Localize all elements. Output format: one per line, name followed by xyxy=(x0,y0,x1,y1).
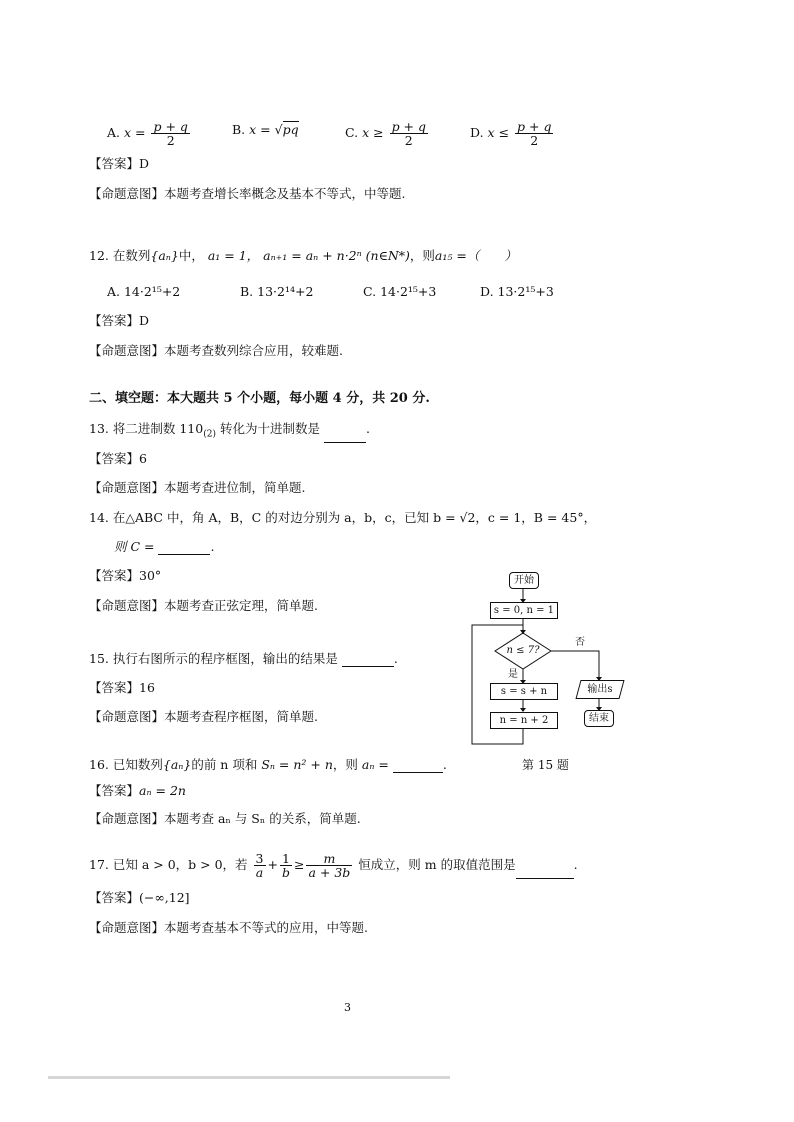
q14-answer: 【答案】30° xyxy=(89,568,162,583)
q11-answer: 【答案】D xyxy=(89,156,150,171)
section-title: 二、填空题：本大题共 5 个小题，每小题 4 分，共 20 分. xyxy=(89,391,430,406)
q11-option-b: B. x = √pq xyxy=(232,122,299,137)
flowchart-init: s = 0, n = 1 xyxy=(490,602,558,619)
flowchart-step-sum: s = s + n xyxy=(490,683,558,700)
q12-option-d: D. 13·2¹⁵+3 xyxy=(480,284,554,299)
fraction: $\frac{m}{a + 3b}$ xyxy=(308,851,351,880)
flowchart-no-label: 否 xyxy=(575,637,585,648)
sqrt-sign: √ xyxy=(274,122,283,137)
q12-answer: 【答案】D xyxy=(89,313,150,328)
q14-intent: 【命题意图】本题考查正弦定理，简单题. xyxy=(89,598,318,613)
fraction: $\frac{p + q}{2}$ xyxy=(391,119,426,148)
q11-intent: 【命题意图】本题考查增长率概念及基本不等式，中等题. xyxy=(89,186,406,201)
q16-question: 16. 已知数列{aₙ}的前 n 项和 Sₙ = n² + n，则 aₙ = . xyxy=(89,757,447,772)
answer-blank[interactable] xyxy=(342,654,394,667)
answer-blank[interactable] xyxy=(393,760,443,773)
q12-option-a: A. 14·2¹⁵+2 xyxy=(107,284,181,299)
q17-answer: 【答案】(−∞,12] xyxy=(89,890,190,905)
q11-option-c: C. x ≥ $\frac{p + q}{2}$ xyxy=(345,119,426,148)
q11-option-a: A. x = $\frac{p + q}{2}$ xyxy=(107,119,188,148)
q17-question: 17. 已知 a > 0，b > 0，若 $\frac{3}{a}$ + $\frac{1}{b}$ ≥ $\frac{m}{a + 3b}$ 恒成立，则 m 的取值范围是 . xyxy=(89,851,578,880)
q15-answer: 【答案】16 xyxy=(89,680,155,695)
fraction: $\frac{p + q}{2}$ xyxy=(517,119,552,148)
q13-intent: 【命题意图】本题考查进位制，简单题. xyxy=(89,480,306,495)
q14-question: 14. 在△ABC 中，角 A，B，C 的对边分别为 a，b，c，已知 b = √2，c = 1，B = 45°， xyxy=(89,510,597,525)
answer-blank[interactable] xyxy=(158,542,210,555)
q12-intent: 【命题意图】本题考查数列综合应用，较难题. xyxy=(89,343,343,358)
q16-intent: 【命题意图】本题考查 aₙ 与 Sₙ 的关系，简单题. xyxy=(89,811,361,826)
q12-option-c: C. 14·2¹⁵+3 xyxy=(363,284,437,299)
q17-intent: 【命题意图】本题考查基本不等式的应用，中等题. xyxy=(89,920,368,935)
q12-option-b: B. 13·2¹⁴+2 xyxy=(240,284,314,299)
flowchart-output: 输出s xyxy=(575,680,624,699)
q16-answer: 【答案】aₙ = 2n xyxy=(89,783,186,798)
page-number: 3 xyxy=(344,1001,351,1014)
fraction: $\frac{p + q}{2}$ xyxy=(153,119,188,148)
q14-question-line2: 则 C = . xyxy=(114,539,215,554)
flowchart-end: 结束 xyxy=(584,710,614,727)
q12-question: 12. 在数列{aₙ}中， a₁ = 1， aₙ₊₁ = aₙ + n·2ⁿ (n∈N*)，则a₁₅ =（ ） xyxy=(89,248,517,263)
fraction: $\frac{3}{a}$ xyxy=(255,851,264,880)
flowchart-start: 开始 xyxy=(509,572,539,589)
flowchart-caption: 第 15 题 xyxy=(522,758,569,772)
q13-question: 13. 将二进制数 $110_{(2)}$ 转化为十进制数是 . xyxy=(89,421,370,443)
answer-blank[interactable] xyxy=(516,866,574,879)
q11-option-d: D. x ≤ $\frac{p + q}{2}$ xyxy=(470,119,552,148)
flowchart-step-increment: n = n + 2 xyxy=(490,712,558,729)
q13-answer: 【答案】6 xyxy=(89,451,147,466)
fraction: $\frac{1}{b}$ xyxy=(281,851,290,880)
q15-intent: 【命题意图】本题考查程序框图，简单题. xyxy=(89,709,318,724)
q15-question: 15. 执行右图所示的程序框图，输出的结果是 . xyxy=(89,651,398,666)
flowchart-yes-label: 是 xyxy=(508,669,518,680)
bottom-divider xyxy=(48,1076,450,1079)
answer-blank[interactable] xyxy=(324,430,366,443)
flowchart-condition: n ≤ 7? xyxy=(506,645,540,656)
